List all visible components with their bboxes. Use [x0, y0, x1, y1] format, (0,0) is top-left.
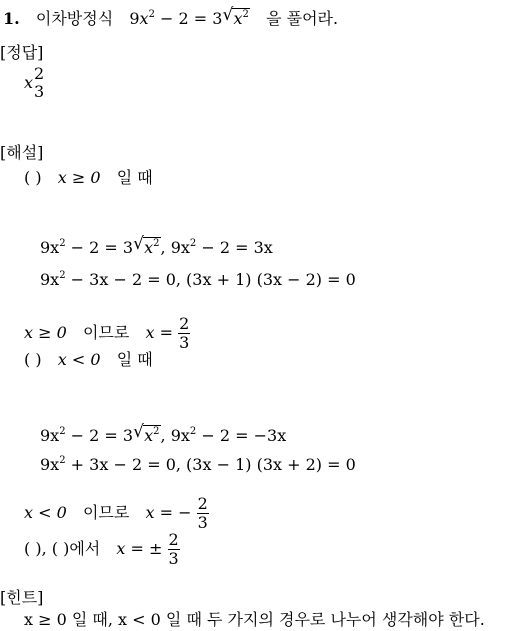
- case2-equation-1: $9x^2 - 2 = 3√$ $x^2$, $9x^2 - 2 = -3x$: [40, 425, 286, 444]
- case1-equation-2: $9x^2 - 3x - 2 = 0$, (3x + 1) (3x − 2) = 0: [40, 270, 356, 289]
- final-result: ( ), ( )에서 x = ± $\frac{2}{3}$: [24, 530, 179, 568]
- problem-number: 1.: [3, 9, 20, 28]
- answer-fraction: 2 3: [34, 64, 45, 101]
- case2-fraction: $\frac{2}{3}$: [197, 494, 208, 532]
- hint-label: [힌트]: [0, 588, 44, 607]
- problem-equation: $9x^2 - 2 = 3√$ $x^2$: [129, 9, 255, 28]
- answer-label: [정답]: [0, 43, 44, 62]
- case1-fraction: $\frac{2}{3}$: [179, 314, 190, 352]
- hint-text: x ≥ 0 일 때, x < 0 일 때 두 가지의 경우로 나누어 생각해야 한다.: [24, 610, 485, 629]
- final-fraction: $\frac{2}{3}$: [168, 530, 179, 568]
- case1-header: ( ) x ≥ 0 일 때: [24, 168, 153, 187]
- case1-equation-1: $9x^2 - 2 = 3√$ $x^2$, $9x^2 - 2 = 3x$: [40, 237, 273, 256]
- case2-result: x < 0 이므로 x = − $\frac{2}{3}$: [24, 494, 208, 532]
- case2-equation-2: $9x^2 + 3x - 2 = 0$, (3x − 1) (3x + 2) = 0: [40, 455, 356, 474]
- solution-label: [해설]: [0, 143, 44, 162]
- answer-value: x 2 3: [24, 64, 45, 101]
- case2-header: ( ) x < 0 일 때: [24, 350, 153, 369]
- problem-text-after: 을 풀어라.: [266, 9, 339, 28]
- case1-result: x ≥ 0 이므로 x = $\frac{2}{3}$: [24, 314, 190, 352]
- problem-statement: [3, 8, 338, 27]
- problem-text-before: 이차방정식: [35, 9, 114, 28]
